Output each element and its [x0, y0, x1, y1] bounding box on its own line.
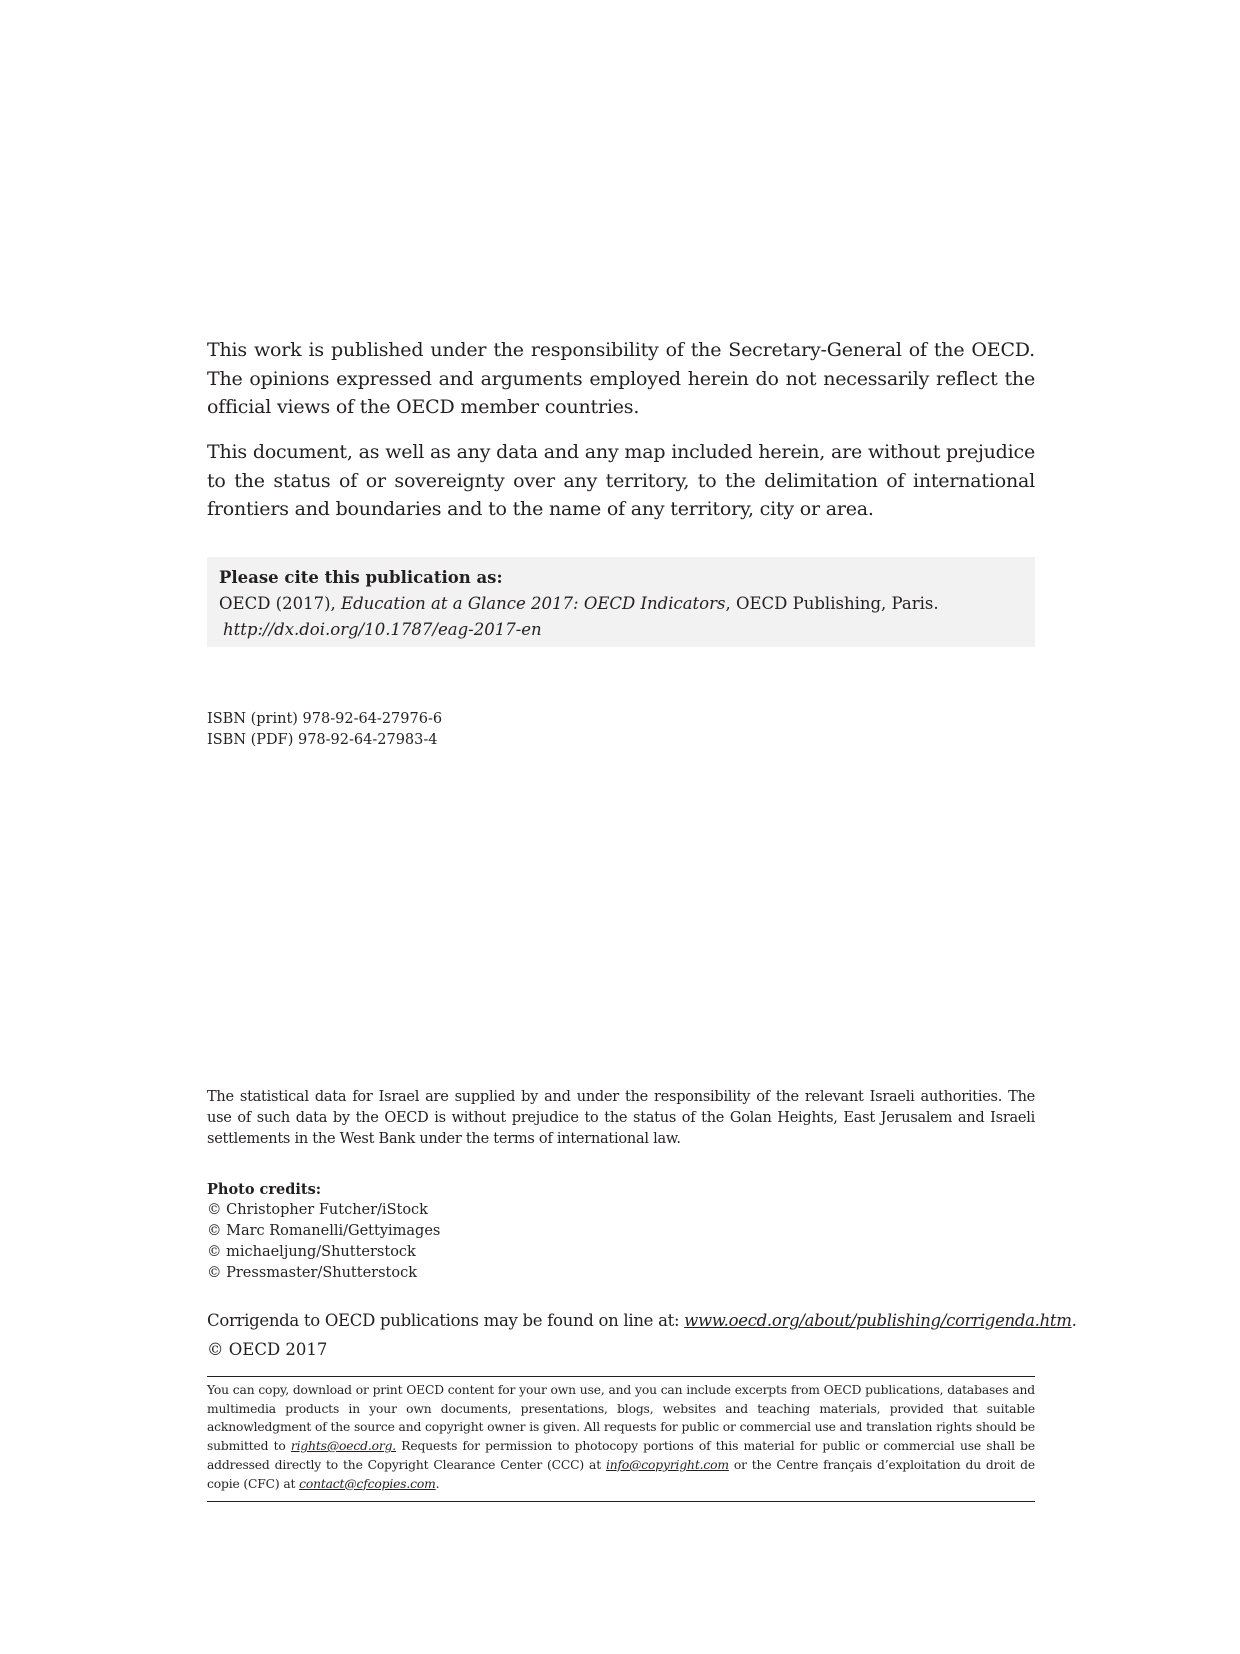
license-part-1: You can copy, download or print OECD content for your own use, and you can include excerpts from OECD publications, databases and multimedia products in your own documents, presentations, blogs, websites and teaching materials, provided that suitable acknowledgment of the source and copyright owner is given. All requests for public or commercial use and translation rights should be submitted to — [207, 1383, 1035, 1454]
isbn-pdf: ISBN (PDF) 978-92-64-27983-4 — [207, 732, 438, 748]
license-part-3: or the Centre français d’exploitation du droit de copie (CFC) at — [207, 1457, 1035, 1491]
citation-title: Education at a Glance 2017: OECD Indicators — [341, 594, 726, 613]
copyright-notice: © OECD 2017 — [207, 1340, 328, 1359]
citation-text — [219, 591, 939, 617]
corrigenda-link[interactable]: www.oecd.org/about/publishing/corrigenda.htm — [684, 1311, 1072, 1330]
photo-credit-item: © Christopher Futcher/iStock — [207, 1202, 428, 1218]
rights-email-link[interactable]: rights@oecd.org. — [290, 1439, 397, 1454]
citation-heading: Please cite this publication as: — [219, 568, 503, 587]
photo-credit-item: © michaeljung/Shutterstock — [207, 1244, 416, 1260]
citation-doi-link[interactable]: http://dx.doi.org/10.1787/eag-2017-en — [223, 620, 542, 639]
citation-box — [207, 557, 1035, 647]
disclaimer-paragraph-responsibility: This work is published under the responsibility of the Secretary-General of the OECD. The opinions expressed and arguments employed herein do not necessarily reflect the official views of the OECD member countries. — [207, 339, 1035, 418]
photo-credit-item: © Marc Romanelli/Gettyimages — [207, 1223, 441, 1239]
cfc-email-link[interactable]: contact@cfcopies.com — [299, 1476, 436, 1491]
disclaimer-paragraph-territory: This document, as well as any data and any map included herein, are without prejudice to the status of or sovereignty over any territory, to the delimitation of international frontiers and boundaries and to the name of any territory, city or area. — [207, 441, 1035, 520]
corrigenda-text: Corrigenda to OECD publications may be found on line at: — [207, 1311, 685, 1330]
license-text — [207, 1381, 1035, 1493]
israel-data-note: The statistical data for Israel are supplied by and under the responsibility of the relevant Israeli authorities. The use of such data by the OECD is without prejudice to the status of the Golan Heights, East Jerusalem and Israeli settlements in the West Bank under the terms of international law. — [207, 1089, 1035, 1147]
isbn-print: ISBN (print) 978-92-64-27976-6 — [207, 711, 443, 727]
license-part-4: . — [435, 1476, 440, 1491]
photo-credits — [207, 1179, 440, 1284]
license-part-2: Requests for permission to photocopy portions of this material for public or commercial use shall be addressed directly to the Copyright Clearance Center (CCC) at — [207, 1439, 1035, 1472]
license-top-rule — [207, 1376, 1035, 1377]
license-bottom-rule — [207, 1501, 1035, 1502]
isbn-block — [207, 709, 442, 751]
citation-suffix: , OECD Publishing, Paris. — [725, 594, 939, 613]
ccc-email-link[interactable]: info@copyright.com — [605, 1457, 729, 1472]
citation-prefix: OECD (2017), — [219, 594, 342, 613]
photo-credits-heading: Photo credits: — [207, 1181, 322, 1198]
corrigenda-end: . — [1071, 1311, 1077, 1330]
corrigenda-line — [207, 1309, 1077, 1333]
photo-credit-item: © Pressmaster/Shutterstock — [207, 1265, 418, 1281]
